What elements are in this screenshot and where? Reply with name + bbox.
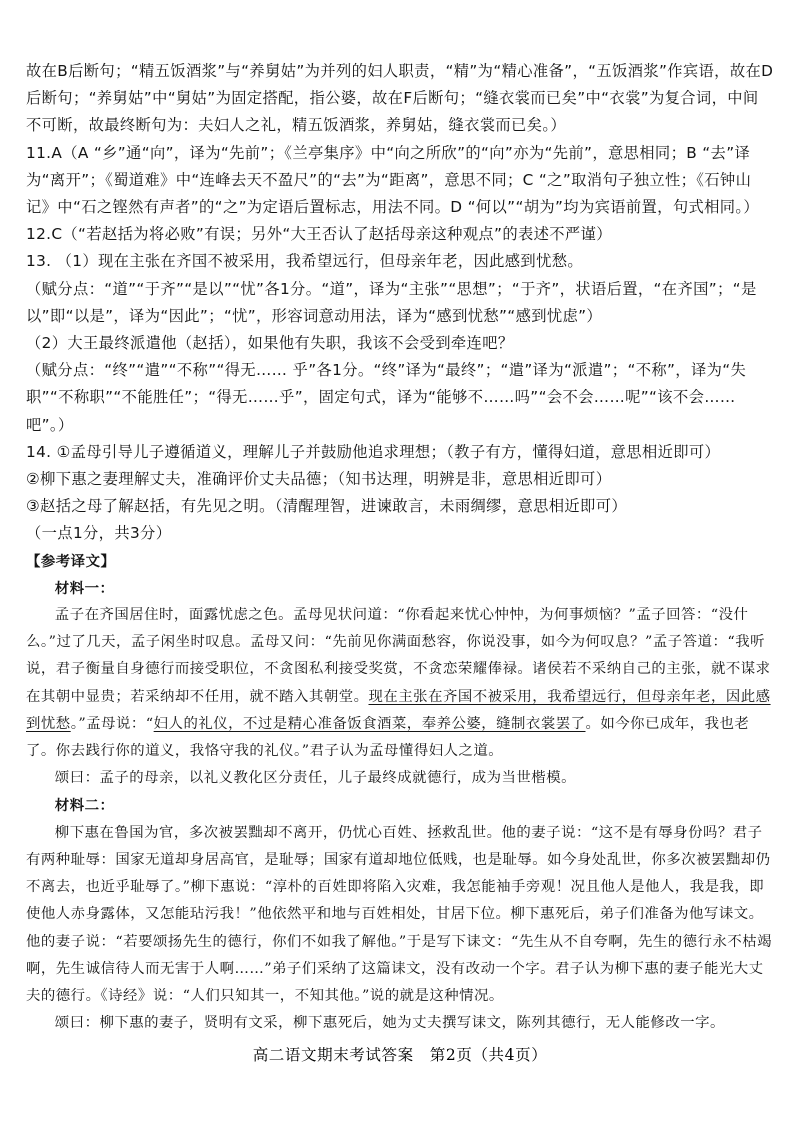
underlined-translation-2: 妇人的礼仪，不过是精心准备饭食酒菜，奉养公婆，缝制衣裳罢了 [153,715,586,732]
page-footer: 高二语文期末考试答案 第2页（共4页） [252,1046,548,1064]
answer-q13-1: 13. （1）现在主张在齐国不被采用，我希望远行，但母亲年老，因此感到忧愁。 [26,252,584,271]
answer-q12: 12.C（“若赵括为将必败”有误；另外“大王否认了赵括母亲这种观点”的表述不严谨） [26,225,612,244]
material-1-text-a: 孟子在齐国居住时，面露忧虑之色。孟母见状问道：“你看起来忧心忡忡，为何事烦恼？”孟子回答：“没什么。”过了几天，孟子闲坐时叹息。孟母又问：“先前见你满面愁容，你说没事，如今为何叹息？”孟子答道：“我听说，君子衡量自身德行而接受职位，不贪图私利接受奖赏，不贪恋荣耀俸禄。诸侯若不采纳自己的主张，就不谋求在其朝中显贵；若采纳却不任用，就不踏入其朝堂。 [26,607,771,705]
material-1-title: 材料一： [54,579,115,597]
answer-q14-point-1: 14. ①孟母引导儿子遵循道义，理解儿子并鼓励他追求理想；（教子有方，懂得妇道，意思相近即可） [26,442,721,461]
answer-q14-scoring: （一点1分，共3分） [26,524,172,543]
answer-q13-1-scoring: （赋分点：“道”“于齐”“是以”“忧”各1分。“道”，译为“主张”“思想”；“于齐”，状语后置，“在齐国”；“是以”即“以是”，译为“因此”；“忧”，形容词意动用法，译为“感到忧愁”“感到忧虑”） [26,279,757,325]
material-2-comment: 颂曰：柳下惠的妻子，贤明有文采，柳下惠死后，她为丈夫撰写诔文，陈列其德行，无人能修改一字。 [54,1015,725,1032]
material-2-text: 柳下惠在鲁国为官，多次被罢黜却不离开，仍忧心百姓、拯救乱世。他的妻子说：“这不是有辱身份吗？君子有两种耻辱：国家无道却身居高官，是耻辱；国家有道却地位低贱，也是耻辱。如今身处乱世，你多次被罢黜却仍不离去，也近乎耻辱了。”柳下惠说：“淳朴的百姓即将陷入灾难，我怎能袖手旁观！况且他人是他人，我是我，即使他人赤身露体，又怎能玷污我！”他依然平和地与百姓相处，甘居下位。柳下惠死后，弟子们准备为他写诔文。他的妻子说：“若要颂扬先生的德行，你们不如我了解他。”于是写下诔文：“先生从不自夸啊，先生的德行永不枯竭啊，先生诚信待人而无害于人啊……”弟子们采纳了这篇诔文，没有改动一个字。君子认为柳下惠的妻子能光大丈夫的德行。《诗经》说：“人们只知其一，不知其他。”说的就是这种情况。 [26,824,773,1004]
material-1-text-b: 。”孟母说：“ [70,715,154,732]
answer-q14-point-3: ③赵括之母了解赵括，有先见之明。（清醒理智，进谏敢言，未雨绸缪，意思相近即可） [26,497,627,516]
material-1-comment: 颂曰：孟子的母亲，以礼义教化区分责任，儿子最终成就德行，成为当世楷模。 [54,770,576,787]
answer-q13-2: （2）大王最终派遣他（赵括），如果他有失职，我该不会受到牵连吧？ [26,334,514,353]
translation-heading: 【参考译文】 [26,552,116,570]
material-1-text-c: 。如今你已成年，我也老了。你去践行你的道义，我恪守我的礼仪。”君子认为孟母懂得妇人之道。 [26,715,750,760]
answer-q13-2-scoring: （赋分点：“终”“遣”“不称”“得无…… 乎”各1分。“终”译为“最终”；“遣”译为“派遣”；“不称”，译为“失职”“不称职”“不能胜任”；“得无……乎”，固定句式，译为“能够不……吗”“会不会……呢”“该不会……吧”。） [26,361,747,434]
answer-q11: 11.A（A “乡”通“向”，译为“先前”；《兰亭集序》中“向之所欣”的“向”亦为“先前”，意思相同；B “去”译为“离开”；《蜀道难》中“连峰去天不盈尺”的“去”为“距离”，意思不同；C “之”取消句子独立性；《石钟山记》中“石之铿然有声者”的“之”为定语后置标志，用法不同。D “何以”“胡为”均为宾语前置，句式相同。） [26,143,760,217]
underlined-translation-1: 现在主张在齐国不被采用，我希望远行，但母亲年老，因此感到忧愁 [26,688,771,732]
reference-translation [26,548,774,1038]
answer-q14-point-2: ②柳下惠之妻理解丈夫，准确评价丈夫品德；（知书达理，明辨是非，意思相近即可） [26,470,612,489]
material-2-title: 材料二： [54,797,115,815]
answer-block [26,58,774,548]
answer-q10-continuation: 故在B后断句；“精五饭酒浆”与“养舅姑”为并列的妇人职责，“精”为“精心准备”，“五饭酒浆”作宾语，故在D后断句；“养舅姑”中“舅姑”为固定搭配，指公婆，故在F后断句；“缝衣裳而已矣”中“衣裳”为复合词，中间不可断，故最终断句为：夫妇人之礼，精五饭酒浆，养舅姑，缝衣裳而已矣。） [26,62,774,135]
material-1-text [26,602,774,765]
